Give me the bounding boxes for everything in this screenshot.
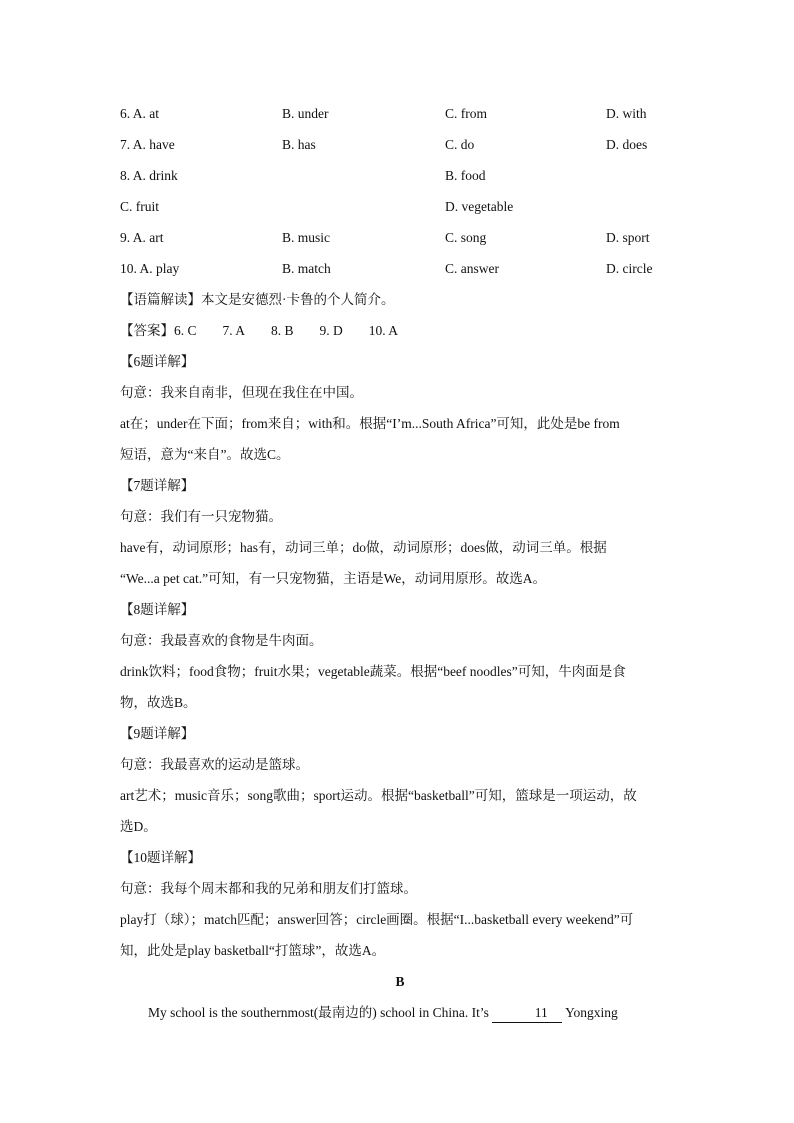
explanation-line: at在；under在下面；from来自；with和。根据“I’m...South Africa”可知，此处是be from bbox=[120, 416, 620, 431]
option-a: 9. A. art bbox=[120, 230, 164, 245]
option-b: B. match bbox=[282, 261, 331, 276]
answer-label: 【答案】 bbox=[120, 323, 174, 338]
option-row-9 bbox=[120, 222, 680, 253]
option-a: 10. A. play bbox=[120, 261, 180, 276]
option-c: C. from bbox=[445, 106, 487, 121]
explanation-6 bbox=[120, 346, 680, 470]
explanation-line: 选D。 bbox=[120, 819, 157, 834]
reading-summary: 【语篇解读】本文是安德烈·卡鲁的个人简介。 bbox=[120, 292, 395, 307]
explanation-line: 句意：我来自南非，但现在我住在中国。 bbox=[120, 385, 363, 400]
option-c: C. song bbox=[445, 230, 487, 245]
explanation-heading: 【9题详解】 bbox=[120, 726, 195, 741]
option-a: 7. A. have bbox=[120, 137, 175, 152]
option-c: C. fruit bbox=[120, 199, 159, 214]
explanation-7 bbox=[120, 470, 680, 594]
option-row-10 bbox=[120, 253, 680, 284]
answer-item: 9. D bbox=[319, 323, 343, 338]
explanation-line: “We...a pet cat.”可知，有一只宠物猫，主语是We，动词用原形。故选A。 bbox=[120, 571, 547, 586]
explanation-line: 句意：我最喜欢的食物是牛肉面。 bbox=[120, 633, 323, 648]
option-a: 8. A. drink bbox=[120, 168, 178, 183]
explanation-line: art艺术；music音乐；song歌曲；sport运动。根据“basketball”可知，篮球是一项运动，故 bbox=[120, 788, 637, 803]
option-b: B. music bbox=[282, 230, 331, 245]
section-heading-b: B bbox=[395, 974, 405, 989]
answer-key bbox=[120, 315, 680, 346]
explanation-line: 知，此处是play basketball“打篮球”，故选A。 bbox=[120, 943, 386, 958]
answer-item: 7. A bbox=[222, 323, 246, 338]
answer-item: 6. C bbox=[174, 323, 197, 338]
explanation-line: 物，故选B。 bbox=[120, 695, 197, 710]
explanation-heading: 【6题详解】 bbox=[120, 354, 195, 369]
option-row-8b bbox=[120, 191, 680, 222]
option-a: 6. A. at bbox=[120, 106, 159, 121]
option-d: D. sport bbox=[606, 230, 650, 245]
explanation-heading: 【7题详解】 bbox=[120, 478, 195, 493]
option-b: B. food bbox=[445, 168, 486, 183]
explanation-line: drink饮料；food食物；fruit水果；vegetable蔬菜。根据“beef noodles”可知，牛肉面是食 bbox=[120, 664, 626, 679]
explanation-line: 短语，意为“来自”。故选C。 bbox=[120, 447, 290, 462]
explanation-8 bbox=[120, 594, 680, 718]
options-block bbox=[120, 98, 680, 284]
passage-text: My school is the southernmost(最南边的) school in China. It’s bbox=[148, 1005, 493, 1020]
explanation-line: 句意：我最喜欢的运动是篮球。 bbox=[120, 757, 309, 772]
option-row-7 bbox=[120, 129, 680, 160]
passage-text: Yongxing bbox=[562, 1005, 618, 1020]
passage-paragraph bbox=[120, 997, 680, 1028]
option-d: D. circle bbox=[606, 261, 653, 276]
explanation-heading: 【10题详解】 bbox=[120, 850, 201, 865]
explanation-10 bbox=[120, 842, 680, 966]
explanation-line: 句意：我每个周末都和我的兄弟和朋友们打篮球。 bbox=[120, 881, 417, 896]
explanation-line: 句意：我们有一只宠物猫。 bbox=[120, 509, 282, 524]
option-b: B. under bbox=[282, 106, 329, 121]
explanation-9 bbox=[120, 718, 680, 842]
explanation-line: play打（球）；match匹配；answer回答；circle画圈。根据“I...basketball every weekend”可 bbox=[120, 912, 634, 927]
option-d: D. with bbox=[606, 106, 647, 121]
document-body bbox=[120, 98, 680, 1028]
option-c: C. do bbox=[445, 137, 475, 152]
option-row-8a bbox=[120, 160, 680, 191]
option-d: D. does bbox=[606, 137, 648, 152]
option-b: B. has bbox=[282, 137, 316, 152]
option-c: C. answer bbox=[445, 261, 499, 276]
explanation-heading: 【8题详解】 bbox=[120, 602, 195, 617]
blank-11: 11 bbox=[492, 1004, 562, 1023]
explanation-line: have有，动词原形；has有，动词三单；do做，动词原形；does做，动词三单。根据 bbox=[120, 540, 607, 555]
option-d: D. vegetable bbox=[445, 199, 514, 214]
option-row-6 bbox=[120, 98, 680, 129]
answer-item: 10. A bbox=[368, 323, 399, 338]
answer-item: 8. B bbox=[271, 323, 294, 338]
